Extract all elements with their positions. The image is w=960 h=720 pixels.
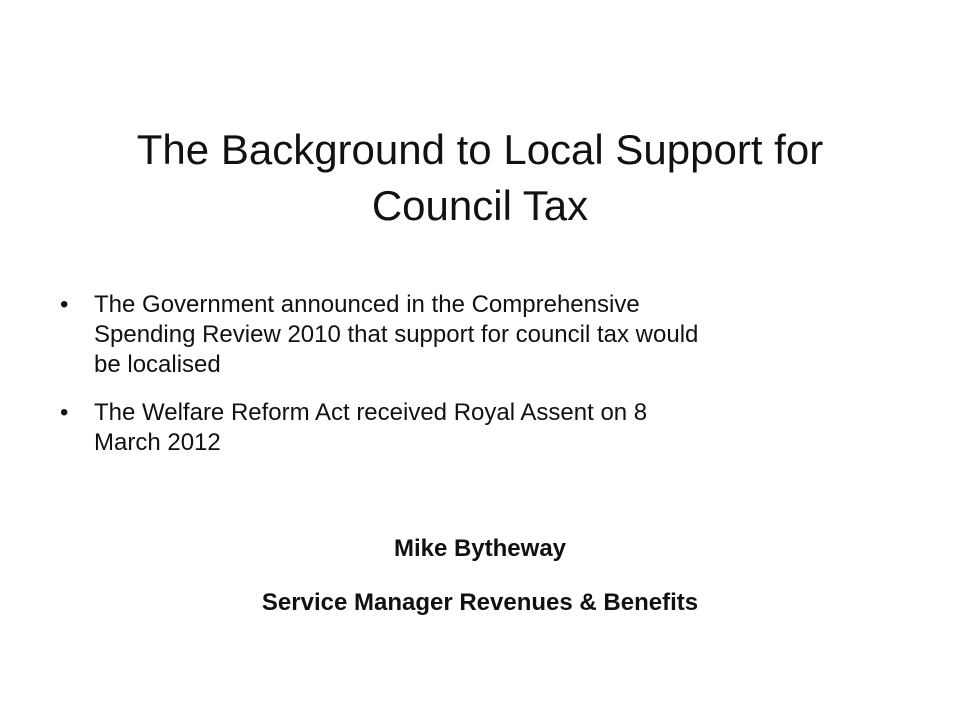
bullet-text-line: be localised	[94, 351, 221, 378]
slide-title-line-2: Council Tax	[371, 182, 589, 229]
slide-title	[60, 122, 900, 234]
bullet-item	[60, 290, 860, 380]
bullet-text-line: March 2012	[94, 429, 221, 456]
bullet-list	[60, 290, 860, 476]
slide-title-line-1: The Background to Local Support for	[136, 126, 824, 173]
bullet-text-line: Spending Review 2010 that support for council tax would	[94, 321, 699, 348]
presenter-role: Service Manager Revenues & Benefits	[261, 589, 699, 616]
bullet-item	[60, 398, 860, 458]
bullet-text-line: The Welfare Reform Act received Royal Assent on 8	[94, 399, 648, 426]
bullet-icon: •	[60, 399, 69, 426]
presenter-name: Mike Bytheway	[393, 535, 567, 562]
bullet-text-line: The Government announced in the Comprehensive	[94, 291, 640, 318]
bullet-icon: •	[60, 291, 69, 318]
